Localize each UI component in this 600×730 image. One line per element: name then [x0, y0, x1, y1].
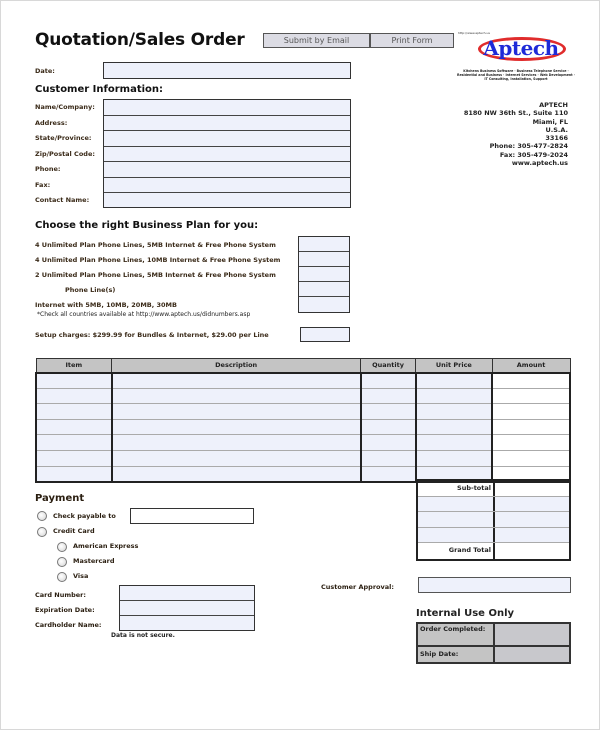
amount-cell — [492, 435, 570, 451]
subtotal-row — [418, 481, 569, 497]
address-line: Miami, FL — [532, 117, 568, 126]
date-label: Date: — [35, 67, 55, 75]
plan-option-label: 2 Unlimited Plan Phone Lines, 5MB Internet & Free Phone System — [35, 271, 276, 279]
plan-option-input[interactable] — [299, 267, 349, 282]
unit-price-cell[interactable] — [416, 373, 493, 389]
column-header-description: Description — [112, 359, 361, 373]
internal-use-box — [416, 622, 571, 664]
item-cell[interactable] — [36, 373, 112, 389]
setup-charges-input[interactable] — [300, 327, 350, 342]
plan-option-input[interactable] — [299, 282, 349, 297]
quantity-cell[interactable] — [361, 419, 416, 435]
customer-fields — [103, 99, 351, 208]
visa-radio[interactable] — [57, 572, 67, 582]
column-header-amount: Amount — [492, 359, 570, 373]
description-cell[interactable] — [112, 404, 361, 420]
column-header-unit-price: Unit Price — [416, 359, 493, 373]
item-cell[interactable] — [36, 419, 112, 435]
unit-price-cell[interactable] — [416, 388, 493, 404]
mastercard-radio[interactable] — [57, 557, 67, 567]
address-line: 33166 — [545, 134, 568, 143]
cardholder-name-label: Cardholder Name: — [35, 621, 102, 629]
description-cell[interactable] — [112, 419, 361, 435]
countries-note: *Check all countries available at http://www.aptech.us/didnumbers.asp — [37, 311, 251, 318]
unit-price-cell[interactable] — [416, 419, 493, 435]
page-title: Quotation/Sales Order — [35, 30, 245, 50]
table-row — [36, 419, 570, 435]
state-province-label: State/Province: — [35, 134, 92, 142]
address-input[interactable] — [104, 116, 350, 132]
amex-label: American Express — [73, 542, 139, 550]
internal-use-heading: Internal Use Only — [416, 608, 515, 619]
subtotal-label: Sub-total — [418, 481, 495, 496]
fax-label: Fax: — [35, 181, 51, 189]
name-company-input[interactable] — [104, 100, 350, 116]
address-label: Address: — [35, 119, 68, 127]
unit-price-cell[interactable] — [416, 404, 493, 420]
item-cell[interactable] — [36, 450, 112, 466]
logo-tagline: Kitchens Business Software · Business Telephone Service · Residential and Business · Internet Services · Web Development · IT Consulting, Installation, Support — [457, 69, 575, 81]
mastercard-label: Mastercard — [73, 557, 115, 565]
amount-cell — [492, 450, 570, 466]
order-completed-row — [418, 624, 569, 647]
description-cell[interactable] — [112, 435, 361, 451]
address-line: U.S.A. — [545, 125, 568, 134]
check-payable-label: Check payable to — [53, 512, 116, 520]
credit-card-label: Credit Card — [53, 527, 95, 535]
grand-total-label: Grand Total — [418, 543, 495, 559]
extra-total-row — [418, 497, 569, 513]
grand-total-row — [418, 543, 569, 559]
extra-total-input[interactable] — [495, 497, 569, 512]
extra-total-row — [418, 512, 569, 528]
quantity-cell[interactable] — [361, 450, 416, 466]
amount-cell — [492, 373, 570, 389]
unit-price-cell[interactable] — [416, 435, 493, 451]
item-cell[interactable] — [36, 388, 112, 404]
amex-radio[interactable] — [57, 542, 67, 552]
item-cell[interactable] — [36, 435, 112, 451]
description-cell[interactable] — [112, 373, 361, 389]
quantity-cell[interactable] — [361, 373, 416, 389]
customer-info-heading: Customer Information: — [35, 84, 164, 95]
column-header-item: Item — [36, 359, 112, 373]
aptech-logo — [456, 31, 576, 89]
print-form-button[interactable]: Print Form — [370, 33, 454, 48]
contact-name-label: Contact Name: — [35, 196, 90, 204]
table-row — [36, 388, 570, 404]
unit-price-cell[interactable] — [416, 450, 493, 466]
table-row — [36, 404, 570, 420]
column-header-quantity: Quantity — [361, 359, 416, 373]
totals-box — [416, 479, 571, 561]
security-note: Data is not secure. — [111, 632, 175, 639]
extra-total-input[interactable] — [495, 512, 569, 527]
extra-total-label-input[interactable] — [418, 497, 495, 512]
extra-total-row — [418, 528, 569, 544]
address-line: Phone: 305-477-2824 — [489, 142, 568, 151]
order-completed-label: Order Completed: — [418, 624, 495, 645]
card-number-label: Card Number: — [35, 591, 86, 599]
state-province-input[interactable] — [104, 131, 350, 147]
item-cell[interactable] — [36, 404, 112, 420]
amount-cell — [492, 404, 570, 420]
quantity-cell[interactable] — [361, 404, 416, 420]
ship-date-label: Ship Date: — [418, 647, 495, 662]
table-row — [36, 435, 570, 451]
extra-total-label-input[interactable] — [418, 512, 495, 527]
plan-option-input[interactable] — [299, 252, 349, 267]
company-address — [464, 101, 568, 167]
quantity-cell[interactable] — [361, 466, 416, 482]
plan-option-input[interactable] — [299, 237, 349, 252]
check-radio[interactable] — [37, 511, 47, 521]
table-header-row — [36, 359, 570, 373]
item-cell[interactable] — [36, 466, 112, 482]
plan-option-input[interactable] — [299, 297, 349, 311]
quantity-cell[interactable] — [361, 388, 416, 404]
credit-card-radio[interactable] — [37, 527, 47, 537]
ship-date-row — [418, 647, 569, 662]
order-completed-input[interactable] — [495, 624, 569, 645]
plan-fields — [298, 236, 350, 313]
visa-label: Visa — [73, 572, 89, 580]
table-row — [36, 450, 570, 466]
phone-label: Phone: — [35, 165, 61, 173]
plan-option-label: Internet with 5MB, 10MB, 20MB, 30MB — [35, 301, 177, 309]
zip-postal-input[interactable] — [104, 147, 350, 163]
plan-option-label: 4 Unlimited Plan Phone Lines, 10MB Internet & Free Phone System — [35, 256, 281, 264]
items-table — [35, 358, 571, 483]
contact-name-input[interactable] — [104, 193, 350, 207]
description-cell[interactable] — [112, 388, 361, 404]
quantity-cell[interactable] — [361, 435, 416, 451]
table-row — [36, 373, 570, 389]
description-cell[interactable] — [112, 450, 361, 466]
amount-cell — [492, 388, 570, 404]
payment-heading: Payment — [35, 493, 85, 504]
address-line: APTECH — [539, 101, 568, 109]
plan-option-label: Phone Line(s) — [65, 286, 116, 294]
zip-postal-label: Zip/Postal Code: — [35, 150, 95, 158]
customer-approval-input[interactable] — [418, 577, 571, 593]
grand-total-value — [495, 543, 569, 559]
phone-input[interactable] — [104, 162, 350, 178]
customer-approval-label: Customer Approval: — [321, 583, 394, 591]
amount-cell — [492, 419, 570, 435]
ship-date-input[interactable] — [495, 647, 569, 662]
date-input[interactable] — [103, 62, 351, 79]
expiration-date-label: Expiration Date: — [35, 606, 95, 614]
fax-input[interactable] — [104, 178, 350, 194]
address-line: www.aptech.us — [511, 159, 568, 168]
card-fields — [119, 585, 255, 631]
address-line: Fax: 305-479-2024 — [499, 150, 568, 159]
check-payable-input[interactable] — [130, 508, 254, 524]
name-company-label: Name/Company: — [35, 103, 95, 111]
extra-total-input[interactable] — [495, 528, 569, 543]
extra-total-label-input[interactable] — [418, 528, 495, 543]
description-cell[interactable] — [112, 466, 361, 482]
address-line: 8180 NW 36th St., Suite 110 — [463, 109, 568, 118]
plan-option-label: 4 Unlimited Plan Phone Lines, 5MB Internet & Free Phone System — [35, 241, 276, 249]
subtotal-value — [495, 481, 569, 496]
logo-url: http://www.aptech.us — [458, 31, 490, 35]
submit-by-email-button[interactable]: Submit by Email — [263, 33, 370, 48]
card-number-input[interactable] — [120, 586, 254, 601]
setup-charges-label: Setup charges: $299.99 for Bundles & Internet, $29.00 per Line — [35, 331, 269, 339]
cardholder-name-input[interactable] — [120, 616, 254, 629]
logo-brand: Aptech — [483, 36, 559, 60]
expiration-date-input[interactable] — [120, 601, 254, 616]
business-plan-heading: Choose the right Business Plan for you: — [35, 220, 259, 231]
